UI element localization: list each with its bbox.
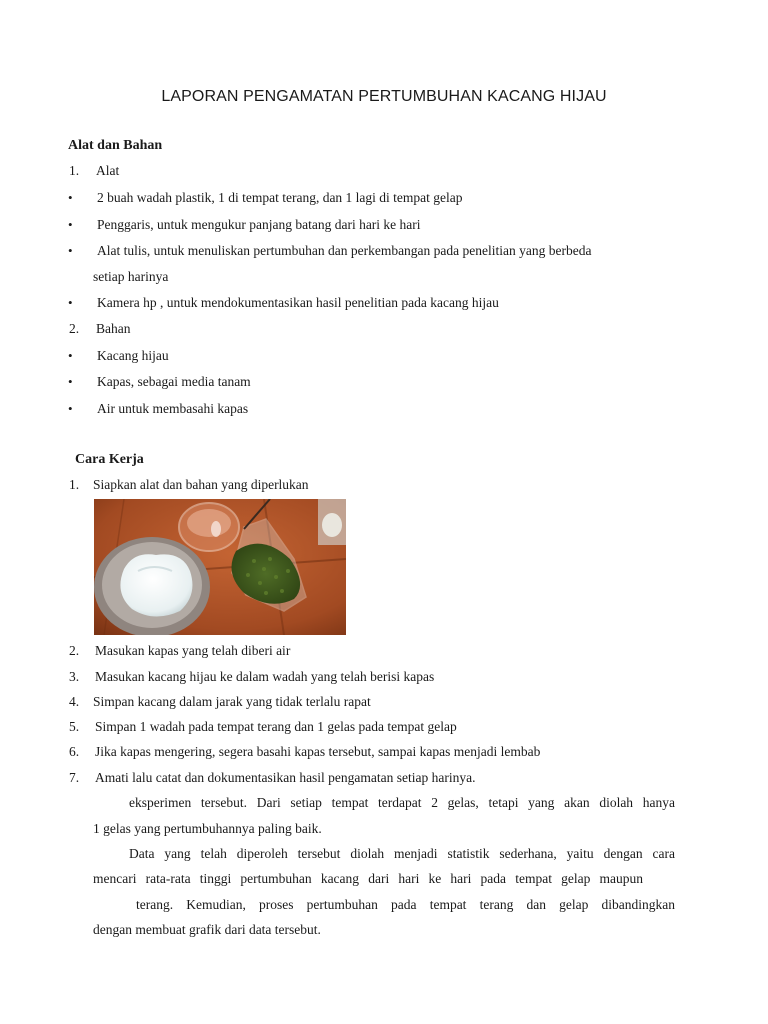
paragraph-line: eksperimen tersebut. Dari setiap tempat terdapat 2 gelas, tetapi yang akan diolah hanya	[129, 795, 675, 810]
step-text: Simpan kacang dalam jarak yang tidak terlalu rapat	[93, 694, 371, 709]
step-text: Simpan 1 wadah pada tempat terang dan 1 gelas pada tempat gelap	[95, 719, 457, 734]
list-item: Kamera hp , untuk mendokumentasikan hasil penelitian pada kacang hijau	[97, 295, 499, 310]
bullet-icon: •	[68, 295, 73, 310]
bullet-icon: •	[68, 243, 73, 258]
list-number: 1.	[69, 163, 80, 178]
list-item: Kacang hijau	[97, 348, 169, 363]
list-item: Air untuk membasahi kapas	[97, 401, 249, 416]
step-text: Masukan kacang hijau ke dalam wadah yang telah berisi kapas	[95, 669, 435, 684]
paragraph-line: terang. Kemudian, proses pertumbuhan pada tempat terang dan gelap dibandingkan	[136, 897, 675, 912]
list-item: Alat tulis, untuk menuliskan pertumbuhan dan perkembangan pada penelitian yang berbeda	[97, 243, 592, 258]
step-number: 7.	[69, 770, 80, 785]
list-number: 2.	[69, 321, 80, 336]
section-heading-alat-bahan: Alat dan Bahan	[68, 138, 163, 153]
step-text: Amati lalu catat dan dokumentasikan hasil pengamatan setiap harinya.	[95, 770, 476, 785]
bullet-icon: •	[68, 374, 73, 389]
paragraph-line: mencari rata-rata tinggi pertumbuhan kacang dari hari ke hari pada tempat gelap maupun	[93, 871, 643, 886]
subsection-label-bahan: Bahan	[96, 321, 131, 336]
paragraph-line: Data yang telah diperoleh tersebut diolah menjadi statistik sederhana, yaitu dengan cara	[129, 846, 675, 861]
materials-photo	[94, 499, 346, 635]
section-heading-cara-kerja: Cara Kerja	[75, 452, 144, 467]
step-number: 6.	[69, 744, 80, 759]
bullet-icon: •	[68, 217, 73, 232]
paragraph-line: dengan membuat grafik dari data tersebut.	[93, 922, 321, 937]
subsection-label-alat: Alat	[96, 163, 120, 178]
bullet-icon: •	[68, 190, 73, 205]
paragraph-line: 1 gelas yang pertumbuhannya paling baik.	[93, 821, 322, 836]
list-item: Penggaris, untuk mengukur panjang batang dari hari ke hari	[97, 217, 421, 232]
bullet-icon: •	[68, 401, 73, 416]
step-text: Siapkan alat dan bahan yang diperlukan	[93, 477, 309, 492]
list-item: Kapas, sebagai media tanam	[97, 374, 251, 389]
list-item: 2 buah wadah plastik, 1 di tempat terang, dan 1 lagi di tempat gelap	[97, 190, 463, 205]
step-number: 1.	[69, 477, 80, 492]
bullet-icon: •	[68, 348, 73, 363]
step-text: Jika kapas mengering, segera basahi kapas tersebut, sampai kapas menjadi lembab	[95, 744, 541, 759]
step-number: 5.	[69, 719, 80, 734]
step-number: 2.	[69, 643, 80, 658]
page-title: LAPORAN PENGAMATAN PERTUMBUHAN KACANG HIJAU	[161, 88, 607, 105]
step-text: Masukan kapas yang telah diberi air	[95, 643, 291, 658]
step-number: 4.	[69, 694, 80, 709]
list-item-continuation: setiap harinya	[93, 269, 169, 284]
materials-photo-image	[94, 499, 346, 635]
step-number: 3.	[69, 669, 80, 684]
